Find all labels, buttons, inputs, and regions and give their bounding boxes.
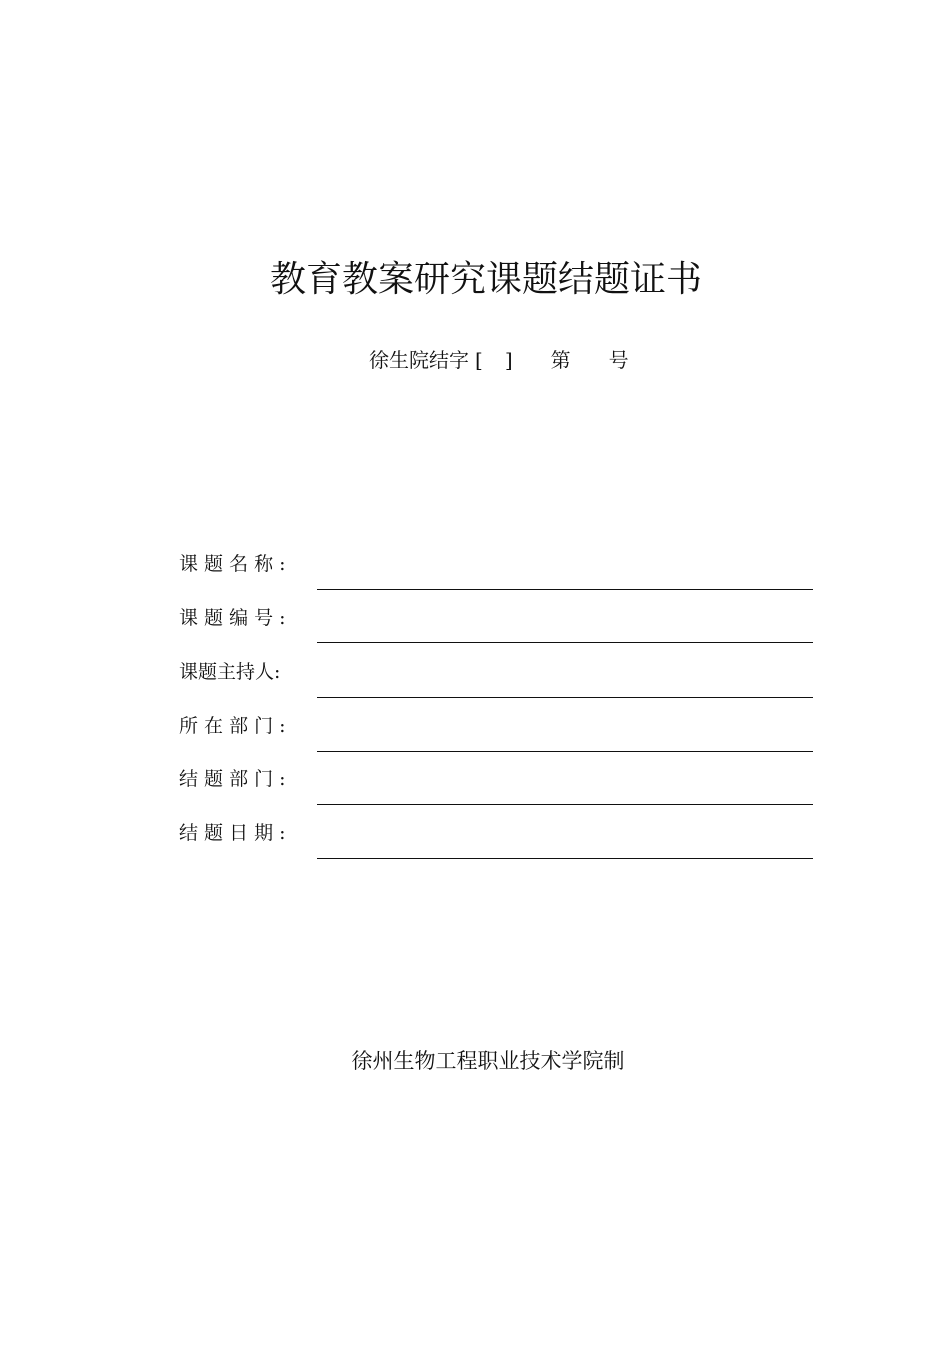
issuer-footer: 徐州生物工程职业技术学院制 — [351, 1049, 625, 1073]
field-line-closing-date[interactable] — [317, 858, 813, 859]
document-number-prefix: 徐生院结字 — [369, 348, 469, 372]
field-label-closing-department: 结 题 部 门 : — [179, 768, 286, 790]
document-number-di: 第 — [550, 348, 571, 372]
field-line-department[interactable] — [317, 751, 813, 752]
field-label-closing-date: 结 题 日 期 : — [179, 822, 286, 844]
field-label-project-host: 课题主持人: — [179, 661, 281, 683]
field-label-project-number: 课 题 编 号 : — [179, 607, 286, 629]
field-label-department: 所 在 部 门 : — [179, 715, 286, 737]
document-number-bracket-open: [ — [475, 348, 483, 372]
field-line-project-name[interactable] — [317, 589, 813, 590]
document-number-bracket-close: ] — [504, 348, 513, 372]
field-line-project-number[interactable] — [317, 642, 813, 643]
certificate-title: 教育教案研究课题结题证书 — [269, 259, 702, 300]
field-label-project-name: 课 题 名 称 : — [179, 553, 286, 575]
field-line-closing-department[interactable] — [317, 804, 813, 805]
field-line-project-host[interactable] — [317, 697, 813, 698]
document-number-hao: 号 — [608, 348, 629, 372]
